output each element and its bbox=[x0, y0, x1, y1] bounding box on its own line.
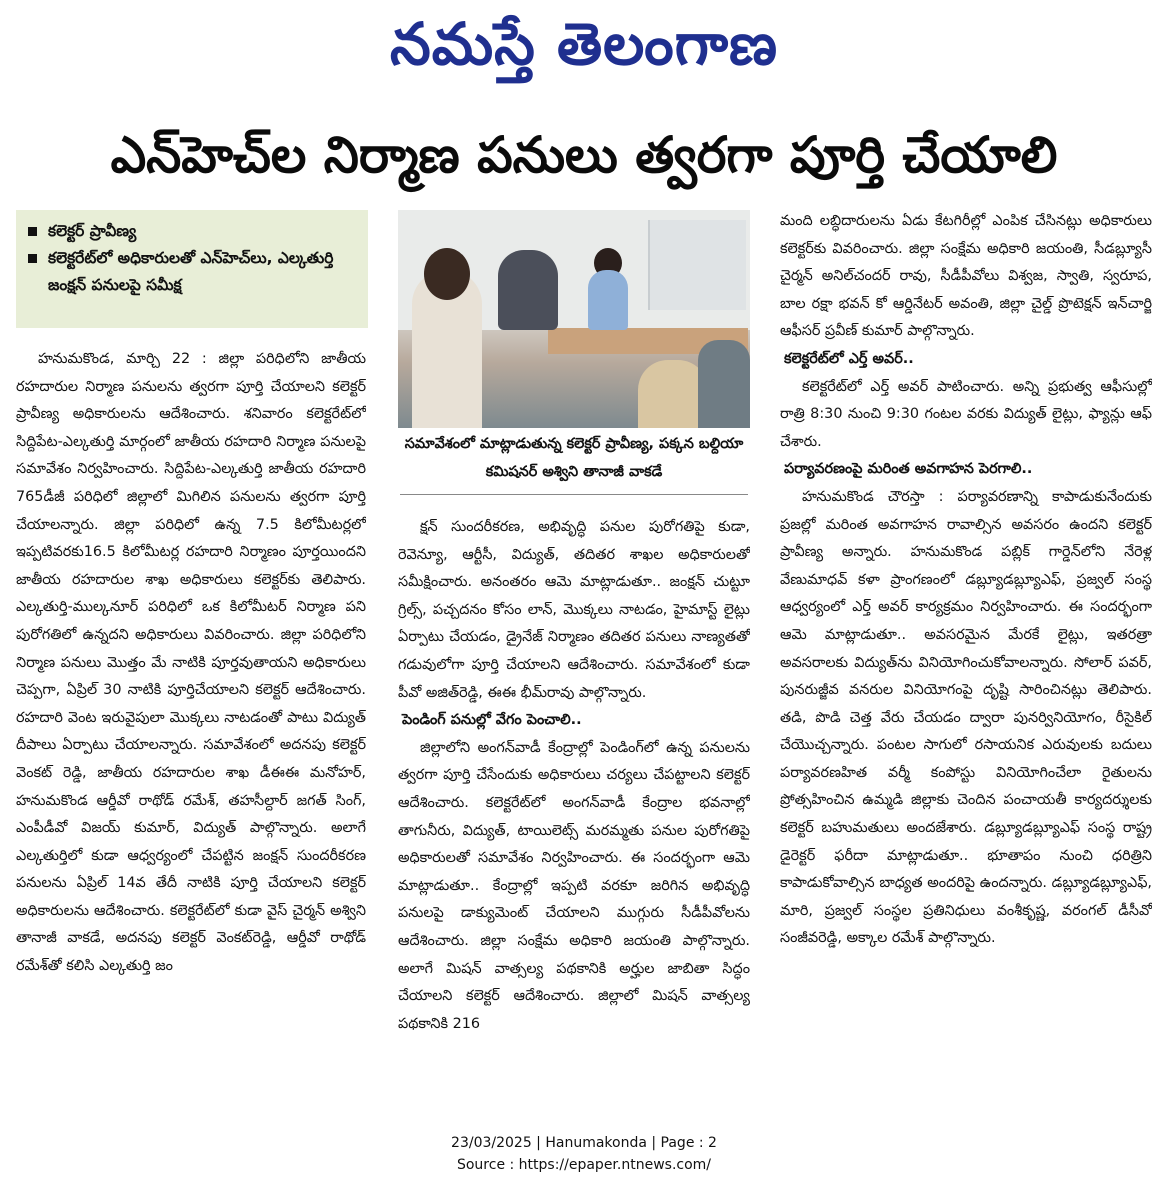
summary-bullets bbox=[16, 210, 368, 328]
photo-person bbox=[588, 270, 628, 330]
page-headline: ఎన్‌హెచ్‌ల నిర్మాణ పనులు త్వరగా పూర్తి చేయాలి bbox=[110, 126, 1058, 184]
footer-date-line: 23/03/2025 | Hanumakonda | Page : 2 bbox=[451, 1135, 717, 1151]
article-paragraph: కలెక్టరేట్‌లో ఎర్త్ అవర్ పాటించారు. అన్ని ప్రభుత్వ ఆఫీసుల్లో రాత్రి 8:30 నుంచి 9:30 గంటల వరకు విద్యుత్ లైట్లు, ఫ్యాన్లు ఆఫ్ చేశారు. bbox=[780, 378, 1152, 450]
article-paragraph: మంది లబ్ధిదారులను ఏడు కేటగిరీల్లో ఎంపిక చేసినట్లు అధికారులు కలెక్టర్‌కు వివరించారు. జిల్లా సంక్షేమ అధికారి జయంతి, సీడబ్ల్యూసీ చైర్మన్ అనిల్‌చందర్ రావు, సీడీపీవోలు విశ్వజ, స్వాతి, స్వరూప, బాల రక్షా భవన్ కో ఆర్డినేటర్ అవంతి, జిల్లా చైల్డ్ ప్రొటెక్షన్ ఇన్‌చార్జి ఆఫీసర్ ప్రవీణ్ కుమార్ పాల్గొన్నారు. bbox=[780, 213, 1152, 340]
article-column-2 bbox=[398, 514, 750, 1094]
article-paragraph: హనుమకొండ చౌరస్తా : పర్యావరణాన్ని కాపాడుకునేందుకు ప్రజల్లో మరింత అవగాహన రావాల్సిన అవసరం ఉందని కలెక్టర్ ప్రావీణ్య అన్నారు. హనుమకొండ పబ్లిక్ గార్డెన్‌లోని నేరెళ్ల వేణుమాధవ్ కళా ప్రాంగణంలో డబ్ల్యూడబ్ల్యూఎఫ్, ప్రజ్వల్ సంస్థ ఆధ్వర్యంలో ఎర్త్ అవర్ కార్యక్రమం నిర్వహించారు. ఈ సందర్భంగా ఆమె మాట్లాడుతూ.. అవసరమైన మేరకే లైట్లు, ఇతరత్రా అవసరాలకు విద్యుత్‌ను వినియోగించుకోవాలన్నారు. సోలార్ పవర్, పునరుజ్జీవ వనరుల వినియోగంపై దృష్టి సారించినట్లు తెలిపారు. తడి, పొడి చెత్త వేరు చేయడం ద్వారా పునర్వినియోగం, రీసైకిల్ చేయొచ్చన్నారు. పంటల సాగులో రసాయనిక ఎరువులకు బదులు పర్యావరణహిత వర్మీ కంపోస్టు వినియోగించేలా రైతులను ప్రోత్సహించిన ఉమ్మడి జిల్లాకు చెందిన పంచాయతీ కార్యదర్శులకు కలెక్టర్ బహుమతులు అందజేశారు. డబ్ల్యూడబ్ల్యూఎఫ్ సంస్థ రాష్ట్ర డైరెక్టర్ ఫరీదా మాట్లాడుతూ.. భూతాపం నుంచి ధరిత్రిని కాపాడుకోవాల్సిన బాధ్యత అందరిపై ఉందన్నారు. డబ్ల్యూడబ్ల్యూఎఫ్, మారి, ప్రజ్వల్ సంస్థల ప్రతినిధులు వంశీకృష్ణ, వరంగల్ డీసీవో సంజీవరెడ్డి, అక్కాల రమేశ్ పాల్గొన్నారు. bbox=[780, 488, 1152, 947]
footer-source-line: Source : https://epaper.ntnews.com/ bbox=[456, 1157, 712, 1173]
photo-caption: సమావేశంలో మాట్లాడుతున్న కలెక్టర్ ప్రావీణ్య, పక్కన బల్దియా కమిషనర్ అశ్విని తానాజీ వాకడే bbox=[400, 430, 748, 495]
article-paragraph: జిల్లాలోని అంగన్‌వాడీ కేంద్రాల్లో పెండింగ్‌లో ఉన్న పనులను త్వరగా పూర్తి చేసేందుకు అధికారులు చర్యలు చేపట్టాలని కలెక్టర్ ఆదేశించారు. కలెక్టరేట్‌లో అంగన్‌వాడీ కేంద్రాల భవనాల్లో తాగునీరు, విద్యుత్, టాయిలెట్స్ మరమ్మతు పనుల పురోగతిపై అధికారులతో సమావేశం నిర్వహించారు. ఈ సందర్భంగా ఆమె మాట్లాడుతూ.. కేంద్రాల్లో ఇప్పటి వరకూ జరిగిన అభివృద్ధి పనులపై డాక్యుమెంట్ చేయాలని ముగ్గురు సీడీపీవోలను ఆదేశించారు. జిల్లా సంక్షేమ అధికారి జయంతి పాల్గొన్నారు. అలాగే మిషన్ వాత్సల్య పథకానికి అర్హుల జాబితా సిద్ధం చేయాలని కలెక్టర్ ఆదేశించారు. జిల్లాలో మిషన్ వాత్సల్య పథకానికి 216 bbox=[398, 739, 750, 1032]
subheading: కలెక్టరేట్‌లో ఎర్త్ అవర్.. bbox=[784, 350, 914, 367]
photo-person bbox=[498, 250, 558, 330]
article-column-1 bbox=[16, 346, 366, 1096]
newspaper-masthead: నమస్తే తెలంగాణ bbox=[390, 10, 778, 78]
subheading: పెండింగ్ పనుల్లో వేగం పెంచాలి.. bbox=[402, 712, 582, 729]
subheading: పర్యావరణంపై మరింత అవగాహన పెరగాలి.. bbox=[784, 461, 1033, 478]
bullet-item: కలెక్టరేట్‌లో అధికారులతో ఎన్‌హెచ్‌లు, ఎల్కతుర్తి జంక్షన్ పనులపై సమీక్ష bbox=[26, 245, 360, 299]
page-footer bbox=[0, 1132, 1168, 1176]
bullet-item: కలెక్టర్ ప్రావీణ్య bbox=[26, 218, 360, 245]
photo-person-head bbox=[424, 248, 470, 300]
meeting-photo bbox=[398, 210, 750, 428]
article-column-3 bbox=[780, 208, 1152, 1098]
article-paragraph: హనుమకొండ, మార్చి 22 : జిల్లా పరిధిలోని జాతీయ రహదారుల నిర్మాణ పనులను త్వరగా పూర్తి చేయాలని కలెక్టర్ ప్రావీణ్య అధికారులను ఆదేశించారు. శనివారం కలెక్టరేట్‌లో సిద్దిపేట-ఎల్కతుర్తి మార్గంలో జాతీయ రహదారి నిర్మాణ పనులపై సమావేశం నిర్వహించారు. సిద్దిపేట-ఎల్కతుర్తి జాతీయ రహదారి 765డీజీ పరిధిలో జిల్లాలో మిగిలిన పనులను త్వరగా పూర్తి చేయాలన్నారు. జిల్లా పరిధిలో ఉన్న 7.5 కిలోమీటర్లలో ఇప్పటివరకు16.5 కిలోమీటర్ల రహదారి నిర్మాణం పూర్తయిందని జాతీయ రహదారుల శాఖ అధికారులు కలెక్టర్‌కు తెలిపారు. ఎల్కతుర్తి-ముల్కనూర్ పరిధిలో ఒక కిలోమీటర్ నిర్మాణ పని పురోగతిలో ఉన్నదని అధికారులు వివరించారు. జిల్లా పరిధిలోని నిర్మాణ పనులు మొత్తం మే నాటికి పూర్తవుతాయని అధికారులు చెప్పగా, ఏప్రిల్ 30 నాటికి పూర్తిచేయాలని కలెక్టర్ ఆదేశించారు. రహదారి వెంట ఇరువైపులా మొక్కలు నాటడంతో పాటు విద్యుత్ దీపాలు ఏర్పాటు చేయాలన్నారు. సమావేశంలో అదనపు కలెక్టర్ వెంకట్ రెడ్డి, జాతీయ రహదారుల శాఖ డీఈఈ మనోహర్, హనుమకొండ ఆర్డీవో రాథోడ్ రమేశ్, తహసీల్దార్ జగత్ సింగ్, ఎంపీడీవో విజయ్ కుమార్, విద్యుత్ పాల్గొన్నారు. అలాగే ఎల్కతుర్తిలో కుడా ఆధ్వర్యంలో చేపట్టిన జంక్షన్ సుందరీకరణ పనులను ఏప్రిల్ 14వ తేదీ నాటికి పూర్తి చేయాలని కలెక్టర్ అధికారులను ఆదేశించారు. కలెక్టరేట్‌లో కుడా వైస్ చైర్మన్ అశ్విని తానాజీ వాకడే, అదనపు కలెక్టర్ వెంకట్‌రెడ్డి, ఆర్డీవో రాథోడ్ రమేశ్‌తో కలిసి ఎల్కతుర్తి జం bbox=[16, 351, 366, 975]
photo-person bbox=[698, 340, 750, 428]
photo-window bbox=[648, 220, 746, 310]
article-paragraph: క్షన్ సుందరీకరణ, అభివృద్ధి పనుల పురోగతిపై కుడా, రెవెన్యూ, ఆర్టీసీ, విద్యుత్, తదితర శాఖల అధికారులతో సమీక్షించారు. అనంతరం ఆమె మాట్లాడుతూ.. జంక్షన్ చుట్టూ గ్రిల్స్, పచ్చదనం కోసం లాన్, మొక్కలు నాటడం, హైమాస్ట్ లైట్లు ఏర్పాటు చేయడం, డ్రైనేజ్ నిర్మాణం తదితర పనులు నాణ్యతతో గడువులోగా పూర్తి చేయాలని ఆదేశించారు. సమావేశంలో కుడా పీవో అజిత్‌రెడ్డి, ఈఈ భీమ్‌రావు పాల్గొన్నారు. bbox=[398, 519, 750, 701]
